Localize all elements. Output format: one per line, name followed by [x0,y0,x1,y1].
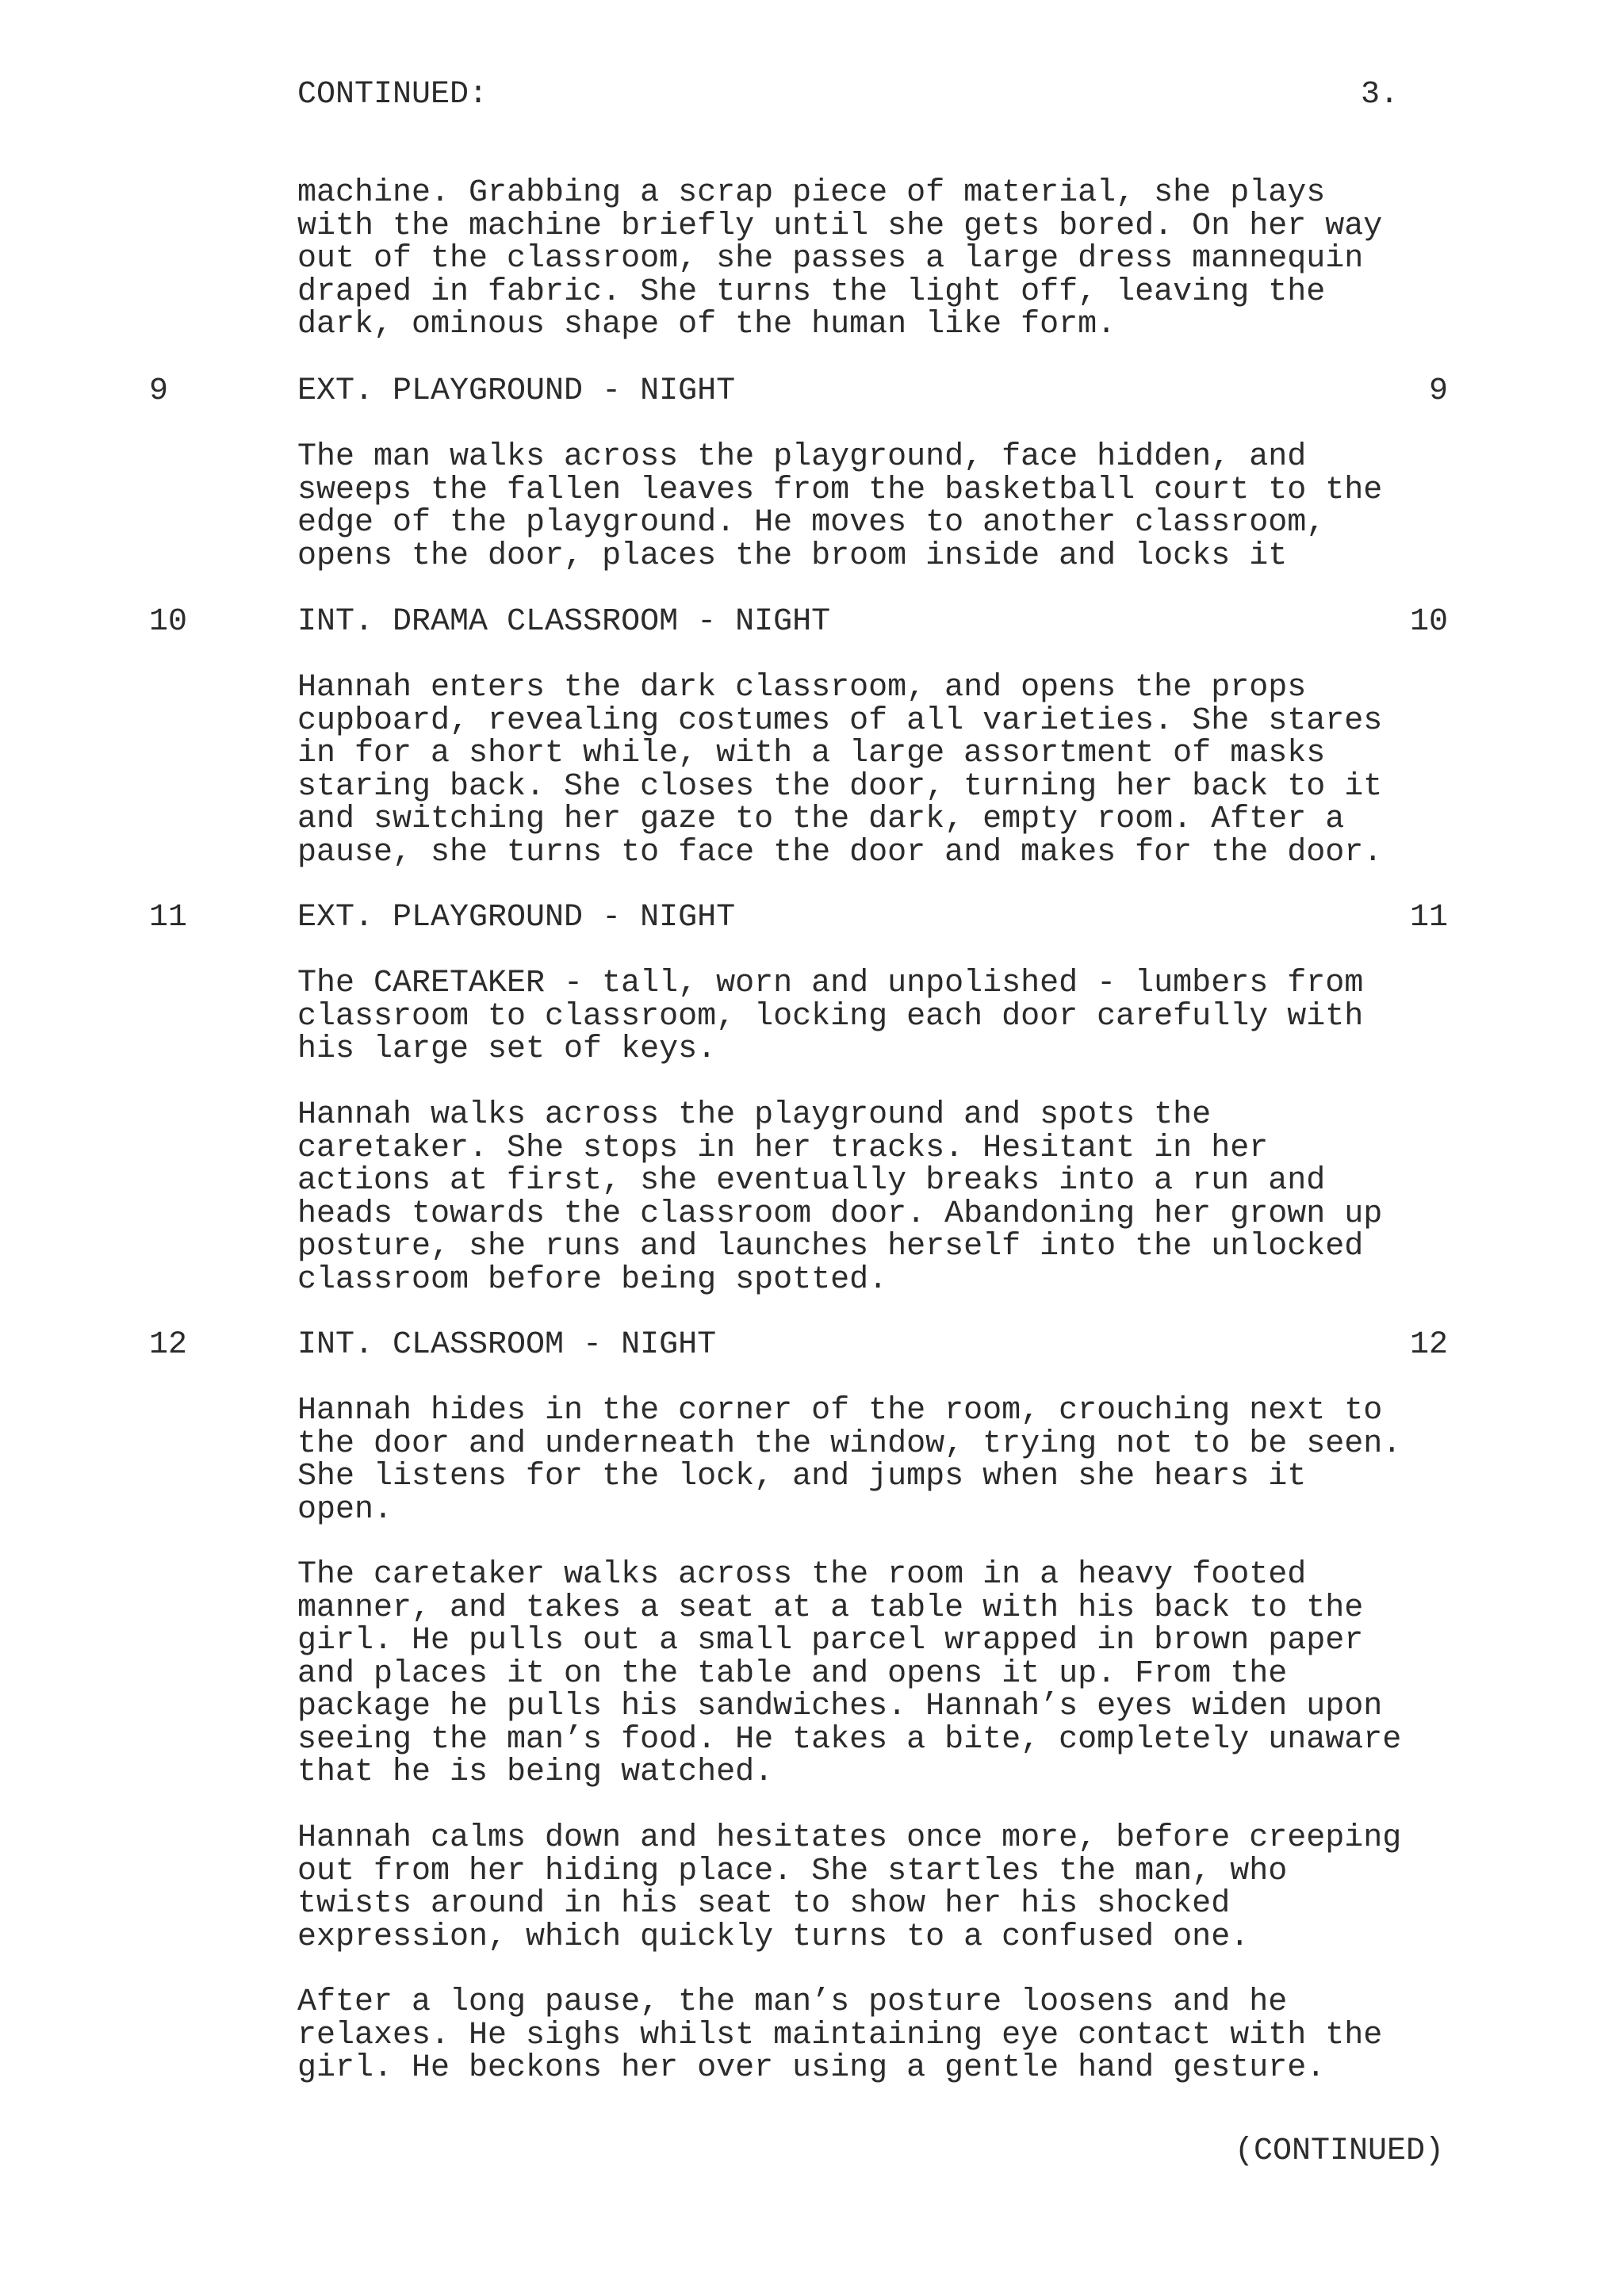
action-paragraph: The man walks across the playground, face hidden, and sweeps the fallen leaves from the basketball court to the edge of the playground. He moves to another classroom, opens the door, places the broom inside and locks it [297,439,1383,574]
scene-heading: INT. CLASSROOM - NIGHT [297,1327,717,1363]
action-paragraph: After a long pause, the man’s posture loosens and he relaxes. He sighs whilst maintaining eye contact with the girl. He beckons her over using a gentle hand gesture. [297,1984,1383,2086]
scene-number-right: 10 [1409,604,1448,640]
scene-number-left: 10 [149,604,188,640]
action-paragraph: The caretaker walks across the room in a heavy footed manner, and takes a seat at a table with his back to the girl. He pulls out a small parcel wrapped in brown paper and places it on the table and opens it up. From the package he pulls his sandwiches. Hannah’s eyes widen upon seeing the man’s food. He takes a bite, completely unaware that he is being watched. [297,1557,1402,1790]
scene-number-right: 11 [1409,900,1448,936]
action-paragraph: Hannah calms down and hesitates once more, before creeping out from her hiding place. She startles the man, who twists around in his seat to show her his shocked expression, which quickly turns to a confused one. [297,1820,1402,1955]
scene-heading: EXT. PLAYGROUND - NIGHT [297,373,736,409]
scene-number-right: 9 [1428,373,1448,409]
action-paragraph: Hannah walks across the playground and spots the caretaker. She stops in her tracks. Hesitant in her actions at first, she eventually breaks into a run and heads towards the classroom door. Abandoning her grown up posture, she runs and launches herself into the unlocked classroom before being spotted. [297,1097,1383,1298]
action-paragraph: The CARETAKER - tall, worn and unpolished - lumbers from classroom to classroom, locking each door carefully with his large set of keys. [297,966,1364,1067]
scene-number-left: 12 [149,1327,188,1363]
action-paragraph: machine. Grabbing a scrap piece of material, she plays with the machine briefly until she gets bored. On her way out of the classroom, she passes a large dress mannequin draped in fabric. She turns the light off, leaving the dark, ominous shape of the human like form. [297,175,1383,342]
page-number: 3. [1361,77,1400,113]
scene-number-right: 12 [1409,1327,1448,1363]
scene-number-left: 11 [149,900,188,936]
header-continued: CONTINUED: [297,77,488,113]
action-paragraph: Hannah enters the dark classroom, and opens the props cupboard, revealing costumes of all varieties. She stares in for a short while, with a large assortment of masks staring back. She closes the door, turning her back to it and switching her gaze to the dark, empty room. After a pause, she turns to face the door and makes for the door. [297,670,1383,871]
scene-heading: EXT. PLAYGROUND - NIGHT [297,900,736,936]
footer-continued: (CONTINUED) [1235,2133,1445,2169]
scene-number-left: 9 [149,373,169,409]
scene-heading: INT. DRAMA CLASSROOM - NIGHT [297,604,831,640]
action-paragraph: Hannah hides in the corner of the room, crouching next to the door and underneath the window, trying not to be seen. She listens for the lock, and jumps when she hears it open. [297,1393,1402,1528]
